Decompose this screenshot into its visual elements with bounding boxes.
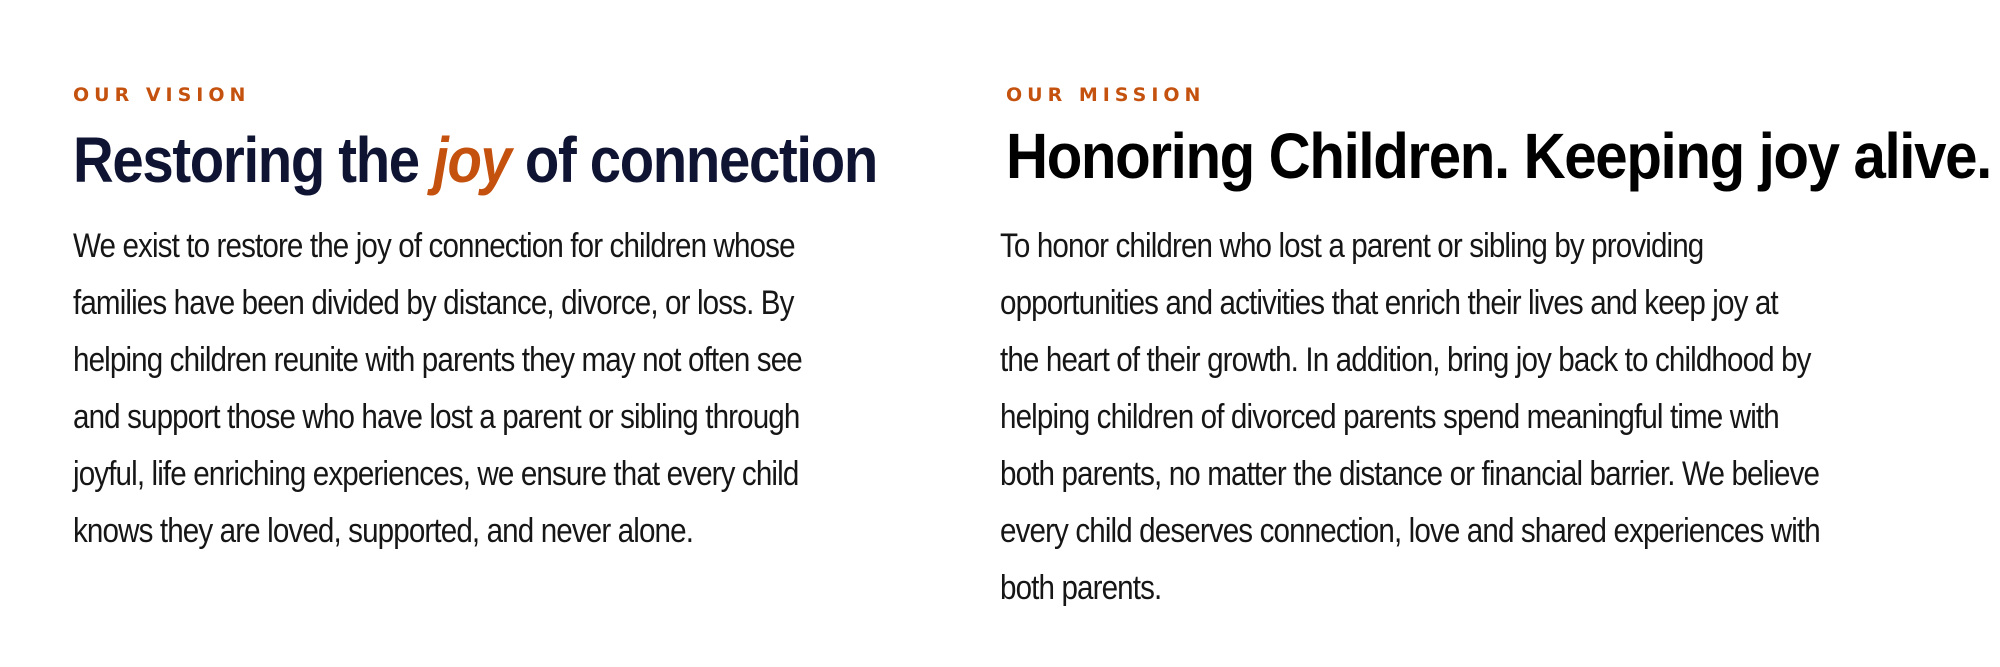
mission-paragraph-line: every child deserves connection, love and shared experiences with [1000, 512, 1820, 550]
mission-heading: Honoring Children. Keeping joy alive. [1006, 120, 1991, 192]
mission-paragraph-line: opportunities and activities that enrich their lives and keep joy at [1000, 284, 1778, 322]
vision-heading-end: of connection [510, 124, 877, 196]
mission-paragraph-line: the heart of their growth. In addition, bring joy back to childhood by [1000, 341, 1811, 379]
mission-paragraph-line: helping children of divorced parents spend meaningful time with [1000, 398, 1779, 436]
vision-paragraph-line: joyful, life enriching experiences, we ensure that every child [73, 455, 799, 493]
mission-paragraph [1000, 218, 1820, 617]
vision-heading [73, 124, 877, 196]
vision-paragraph-line: helping children reunite with parents they may not often see [73, 341, 802, 379]
vision-heading-start: Restoring the [73, 124, 434, 196]
vision-heading-accent: joy [433, 124, 511, 196]
vision-paragraph-line: families have been divided by distance, divorce, or loss. By [73, 284, 794, 322]
mission-paragraph-line: both parents, no matter the distance or financial barrier. We believe [1000, 455, 1820, 493]
vision-paragraph [73, 218, 802, 560]
vision-paragraph-line: and support those who have lost a parent or sibling through [73, 398, 800, 436]
vision-eyebrow: OUR VISION [73, 84, 251, 106]
mission-paragraph-line: To honor children who lost a parent or sibling by providing [1000, 227, 1704, 265]
vision-paragraph-line: We exist to restore the joy of connection for children whose [73, 227, 795, 265]
mission-eyebrow: OUR MISSION [1006, 84, 1206, 106]
vision-paragraph-line: knows they are loved, supported, and never alone. [73, 512, 694, 550]
mission-paragraph-line: both parents. [1000, 569, 1162, 607]
